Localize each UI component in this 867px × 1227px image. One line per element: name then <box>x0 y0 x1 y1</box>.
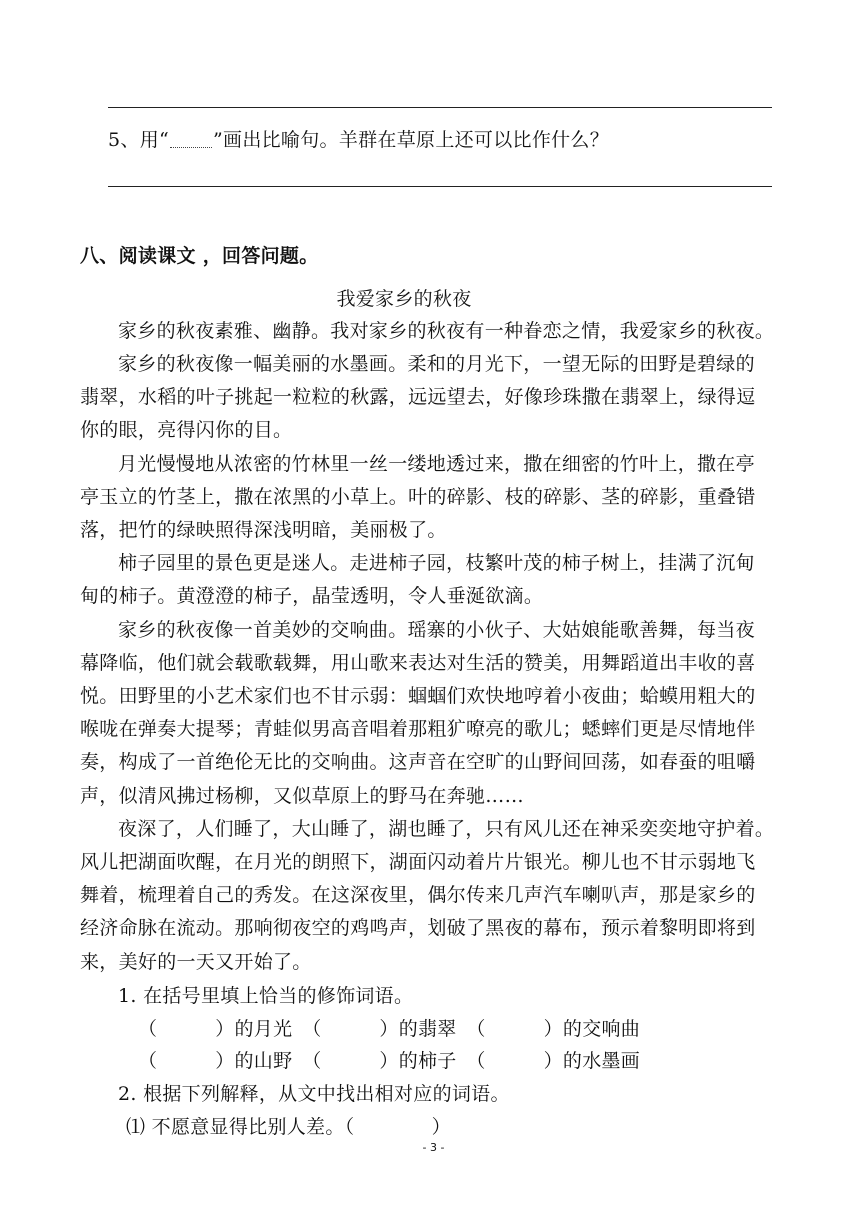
passage-line: 喉咙在弹奏大提琴；青蛙似男高音唱着那粗犷嘹亮的歌儿；蟋蟀们更是尽情地伴 <box>80 718 756 740</box>
passage-line: 风儿把湖面吹醒，在月光的朗照下，湖面闪动着片片银光。柳儿也不甘示弱地飞 <box>80 851 756 873</box>
passage-line: 亭玉立的竹茎上，撒在浓黑的小草上。叶的碎影、枝的碎影、茎的碎影，重叠错 <box>80 486 756 508</box>
passage-line: 奏，构成了一首绝伦无比的交响曲。这声音在空旷的山野间回荡，如春蚕的咀嚼 <box>80 751 756 773</box>
question-5-suffix: ”画出比喻句。羊群在草原上还可以比作什么？ <box>213 129 610 151</box>
passage-line: 幕降临，他们就会载歌载舞，用山歌来表达对生活的赞美，用舞蹈道出丰收的喜 <box>80 652 756 674</box>
passage-line: 柿子园里的景色更是迷人。走进柿子园，枝繁叶茂的柿子树上，挂满了沉甸 <box>118 552 755 574</box>
question-1-blanks-row-1: （ ）的月光 （ ）的翡翠 （ ）的交响曲 <box>138 1018 641 1040</box>
answer-line <box>108 107 772 108</box>
question-2-item-1: ⑴ 不愿意显得比别人差。（ ） <box>126 1116 451 1138</box>
passage-line: 来，美好的一天又开始了。 <box>80 951 312 973</box>
passage-title: 我爱家乡的秋夜 <box>336 288 472 310</box>
passage-line: 声，似清风拂过杨柳，又似草原上的野马在奔驰…… <box>80 785 524 807</box>
passage-line: 翡翠，水稻的叶子挑起一粒粒的秋露，远远望去，好像珍珠撒在翡翠上，绿得逗 <box>80 386 756 408</box>
answer-line <box>108 186 772 187</box>
page-number: - 3 - <box>422 1141 445 1154</box>
wavy-underline-mark <box>170 135 212 148</box>
passage-line: 甸的柿子。黄澄澄的柿子，晶莹透明，令人垂涎欲滴。 <box>80 585 544 607</box>
passage-line: 悦。田野里的小艺术家们也不甘示弱：蝈蝈们欢快地哼着小夜曲；蛤蟆用粗大的 <box>80 685 756 707</box>
section-8-heading: 八、阅读课文 ，回答问题。 <box>80 245 319 267</box>
passage-line: 舞着，梳理着自己的秀发。在这深夜里，偶尔传来几声汽车喇叭声，那是家乡的 <box>80 884 756 906</box>
passage-line: 家乡的秋夜像一幅美丽的水墨画。柔和的月光下，一望无际的田野是碧绿的 <box>118 353 755 375</box>
passage-line: 家乡的秋夜素雅、幽静。我对家乡的秋夜有一种眷恋之情，我爱家乡的秋夜。 <box>118 320 775 342</box>
question-5 <box>108 127 609 153</box>
question-2: 2. 根据下列解释，从文中找出相对应的词语。 <box>118 1083 510 1105</box>
question-1: 1. 在括号里填上恰当的修饰词语。 <box>118 985 414 1007</box>
question-1-blanks-row-2: （ ）的山野 （ ）的柿子 （ ）的水墨画 <box>138 1050 641 1072</box>
passage-line: 家乡的秋夜像一首美妙的交响曲。瑶寨的小伙子、大姑娘能歌善舞，每当夜 <box>118 619 755 641</box>
passage-line: 落，把竹的绿映照得深浅明暗，美丽极了。 <box>80 519 447 541</box>
passage-line: 月光慢慢地从浓密的竹林里一丝一缕地透过来，撒在细密的竹叶上，撒在亭 <box>118 453 755 475</box>
passage-line: 夜深了，人们睡了，大山睡了，湖也睡了，只有风儿还在神采奕奕地守护着。 <box>118 818 775 840</box>
passage-line: 经济命脉在流动。那响彻夜空的鸡鸣声，划破了黑夜的幕布，预示着黎明即将到 <box>80 917 756 939</box>
passage-line: 你的眼，亮得闪你的目。 <box>80 419 293 441</box>
question-5-prefix: 5、用“ <box>108 129 170 151</box>
